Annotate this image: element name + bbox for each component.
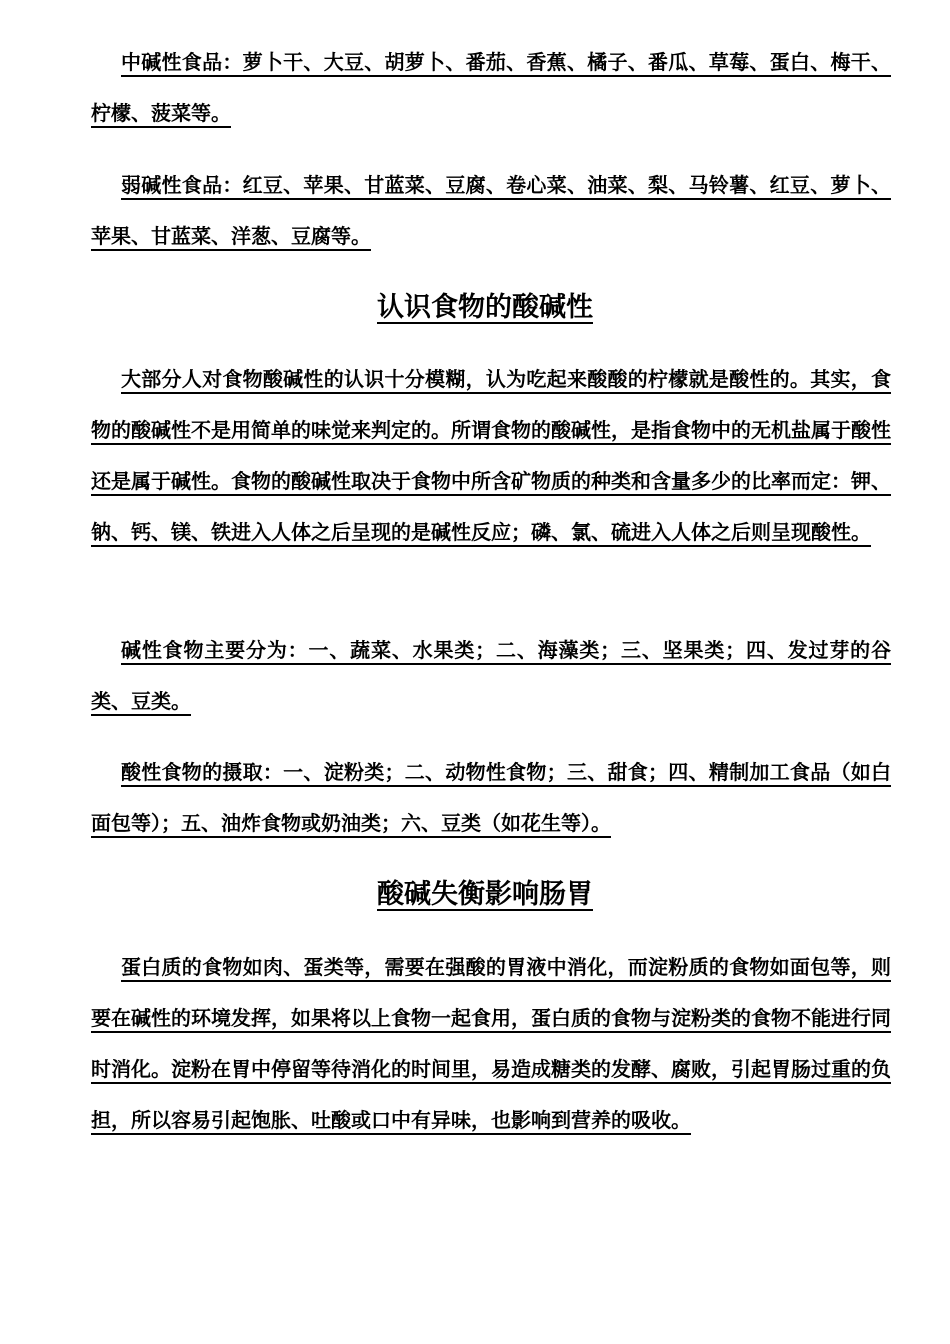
section-title-imbalance-stomach — [0, 875, 950, 915]
section-title-text: 酸碱失衡影响肠胃 — [377, 879, 593, 910]
paragraph-acidic-food-intake — [91, 747, 891, 849]
paragraph-medium-alkaline-foods — [91, 37, 891, 139]
section-title-food-acidity — [0, 288, 950, 328]
paragraph-text: 中碱性食品：萝卜干、大豆、胡萝卜、番茄、香蕉、橘子、番瓜、草莓、蛋白、梅干、柠檬、菠菜等。 — [91, 50, 891, 125]
paragraph-text: 碱性食物主要分为：一、蔬菜、水果类；二、海藻类；三、坚果类；四、发过芽的谷类、豆类。 — [91, 638, 891, 713]
paragraph-digestion — [91, 942, 891, 1146]
paragraph-acidity-intro — [91, 354, 891, 558]
paragraph-text: 蛋白质的食物如肉、蛋类等，需要在强酸的胃液中消化，而淀粉质的食物如面包等，则要在碱性的环境发挥，如果将以上食物一起食用，蛋白质的食物与淀粉类的食物不能进行同时消化。淀粉在胃中停留等待消化的时间里，易造成糖类的发酵、腐败，引起胃肠过重的负担，所以容易引起饱胀、吐酸或口中有异味，也影响到营养的吸收。 — [91, 955, 891, 1132]
paragraph-alkaline-food-types — [91, 625, 891, 727]
section-title-text: 认识食物的酸碱性 — [377, 292, 593, 323]
paragraph-text: 酸性食物的摄取：一、淀粉类；二、动物性食物；三、甜食；四、精制加工食品（如白面包等）；五、油炸食物或奶油类；六、豆类（如花生等）。 — [91, 760, 891, 835]
paragraph-weak-alkaline-foods — [91, 160, 891, 262]
paragraph-text: 大部分人对食物酸碱性的认识十分模糊，认为吃起来酸酸的柠檬就是酸性的。其实，食物的酸碱性不是用简单的味觉来判定的。所谓食物的酸碱性，是指食物中的无机盐属于酸性还是属于碱性。食物的酸碱性取决于食物中所含矿物质的种类和含量多少的比率而定：钾、钠、钙、镁、铁进入人体之后呈现的是碱性反应；磷、氯、硫进入人体之后则呈现酸性。 — [91, 367, 891, 544]
paragraph-text: 弱碱性食品：红豆、苹果、甘蓝菜、豆腐、卷心菜、油菜、梨、马铃薯、红豆、萝卜、苹果、甘蓝菜、洋葱、豆腐等。 — [91, 173, 891, 248]
